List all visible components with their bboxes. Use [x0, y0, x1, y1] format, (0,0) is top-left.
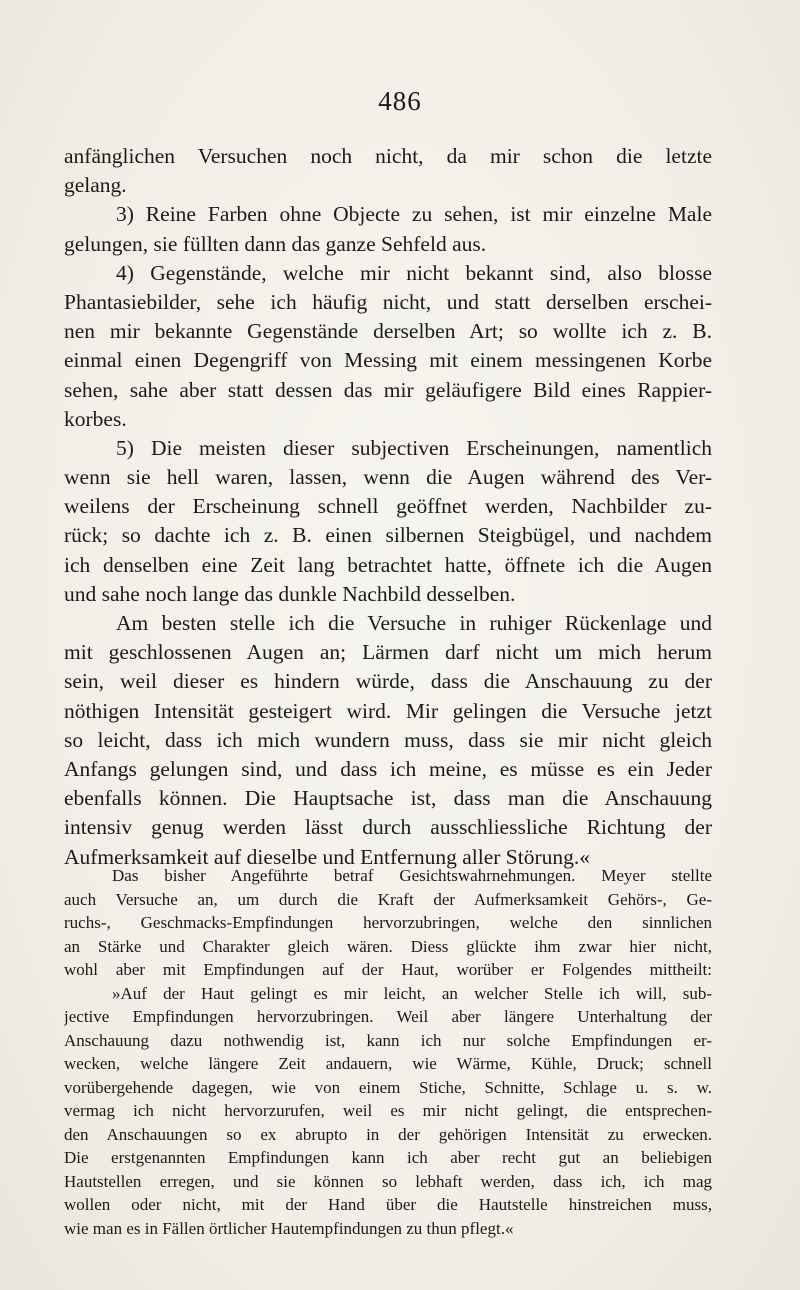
text-line: anfänglichen Versuchen noch nicht, da mir schon die letzte — [64, 144, 712, 168]
small-text-line: vermag ich nicht hervorzurufen, weil es mir nicht gelingt, die entsprechen- — [64, 1101, 712, 1120]
text-line: so leicht, dass ich mich wundern muss, dass sie mir nicht gleich — [64, 727, 712, 752]
main-text-block — [64, 142, 712, 872]
text-line: sehen, sahe aber statt dessen das mir geläufigere Bild eines Rappier- — [64, 377, 712, 402]
text-line: rück; so dachte ich z. B. einen silbernen Steigbügel, und nachdem — [64, 523, 712, 548]
text-line: gelang. — [64, 173, 127, 198]
small-text-line: Hautstellen erregen, und sie können so lebhaft werden, dass ich, ich mag — [64, 1171, 712, 1191]
small-text-line: an Stärke und Charakter gleich wären. Diess glückte ihm zwar hier nicht, — [64, 936, 712, 956]
page-number: 486 — [378, 86, 422, 116]
text-line: ich denselben eine Zeit lang betrachtet hatte, öffnete ich die Augen — [64, 552, 712, 577]
text-line: nöthigen Intensität gesteigert wird. Mir gelingen die Versuche jetzt — [64, 698, 712, 723]
small-text-line: vorübergehende dagegen, wie von einem Stiche, Schnitte, Schlage u. s. w. — [64, 1077, 712, 1097]
text-line: nen mir bekannte Gegenstände derselben Art; so wollte ich z. B. — [64, 319, 712, 344]
small-text-line: ruchs-, Geschmacks-Empfindungen hervorzubringen, welche den sinnlichen — [64, 913, 712, 932]
small-print-block — [64, 864, 712, 1240]
text-line: intensiv genug werden lässt durch ausschliessliche Richtung der — [64, 815, 712, 840]
small-text-line: den Anschauungen so ex abrupto in der gehörigen Intensität zu erwecken. — [64, 1124, 712, 1144]
small-text-line: »Auf der Haut gelingt es mir leicht, an welcher Stelle ich will, sub- — [112, 983, 712, 1003]
small-text-line: wollen oder nicht, mit der Hand über die Hautstelle hinstreichen muss, — [64, 1195, 712, 1214]
small-text-line: Die erstgenannten Empfindungen kann ich aber recht gut an beliebigen — [64, 1148, 712, 1167]
text-line: 5) Die meisten dieser subjectiven Erscheinungen, namentlich — [116, 435, 712, 460]
small-text-line: jective Empfindungen hervorzubringen. Weil aber längere Unterhaltung der — [64, 1007, 712, 1026]
text-line: sein, weil dieser es hindern würde, dass die Anschauung zu der — [64, 669, 712, 694]
text-line: Phantasiebilder, sehe ich häufig nicht, und statt derselben erschei- — [64, 289, 712, 314]
text-line: korbes. — [64, 406, 127, 431]
small-text-line: wie man es in Fällen örtlicher Hautempfindungen zu thun pflegt.« — [64, 1218, 514, 1238]
small-text-line: wohl aber mit Empfindungen auf der Haut, worüber er Folgendes mittheilt: — [64, 960, 712, 979]
text-line: einmal einen Degengriff von Messing mit einem messingenen Korbe — [64, 348, 712, 373]
small-text-line: wecken, welche längere Zeit andauern, wie Wärme, Kühle, Druck; schnell — [64, 1054, 712, 1073]
text-line: mit geschlossenen Augen an; Lärmen darf nicht um mich herum — [64, 640, 712, 665]
small-text-line: Das bisher Angeführte betraf Gesichtswahrnehmungen. Meyer stellte — [112, 866, 712, 885]
text-line: und sahe noch lange das dunkle Nachbild desselben. — [64, 581, 516, 606]
text-line: Aufmerksamkeit auf dieselbe und Entfernung aller Störung.« — [64, 844, 591, 869]
small-text-line: auch Versuche an, um durch die Kraft der Aufmerksamkeit Gehörs-, Ge- — [64, 889, 712, 909]
text-line: gelungen, sie füllten dann das ganze Sehfeld aus. — [64, 231, 487, 256]
text-line: ebenfalls können. Die Hauptsache ist, dass man die Anschauung — [64, 786, 712, 811]
text-line: Anfangs gelungen sind, und dass ich meine, es müsse es ein Jeder — [64, 756, 712, 781]
text-line: wenn sie hell waren, lassen, wenn die Augen während des Ver- — [64, 465, 712, 490]
text-line: 3) Reine Farben ohne Objecte zu sehen, ist mir einzelne Male — [116, 202, 712, 227]
text-line: Am besten stelle ich die Versuche in ruhiger Rückenlage und — [116, 611, 712, 635]
text-line: 4) Gegenstände, welche mir nicht bekannt sind, also blosse — [116, 260, 712, 285]
small-text-line: Anschauung dazu nothwendig ist, kann ich nur solche Empfindungen er- — [64, 1030, 712, 1050]
text-line: weilens der Erscheinung schnell geöffnet werden, Nachbilder zu- — [64, 494, 712, 519]
